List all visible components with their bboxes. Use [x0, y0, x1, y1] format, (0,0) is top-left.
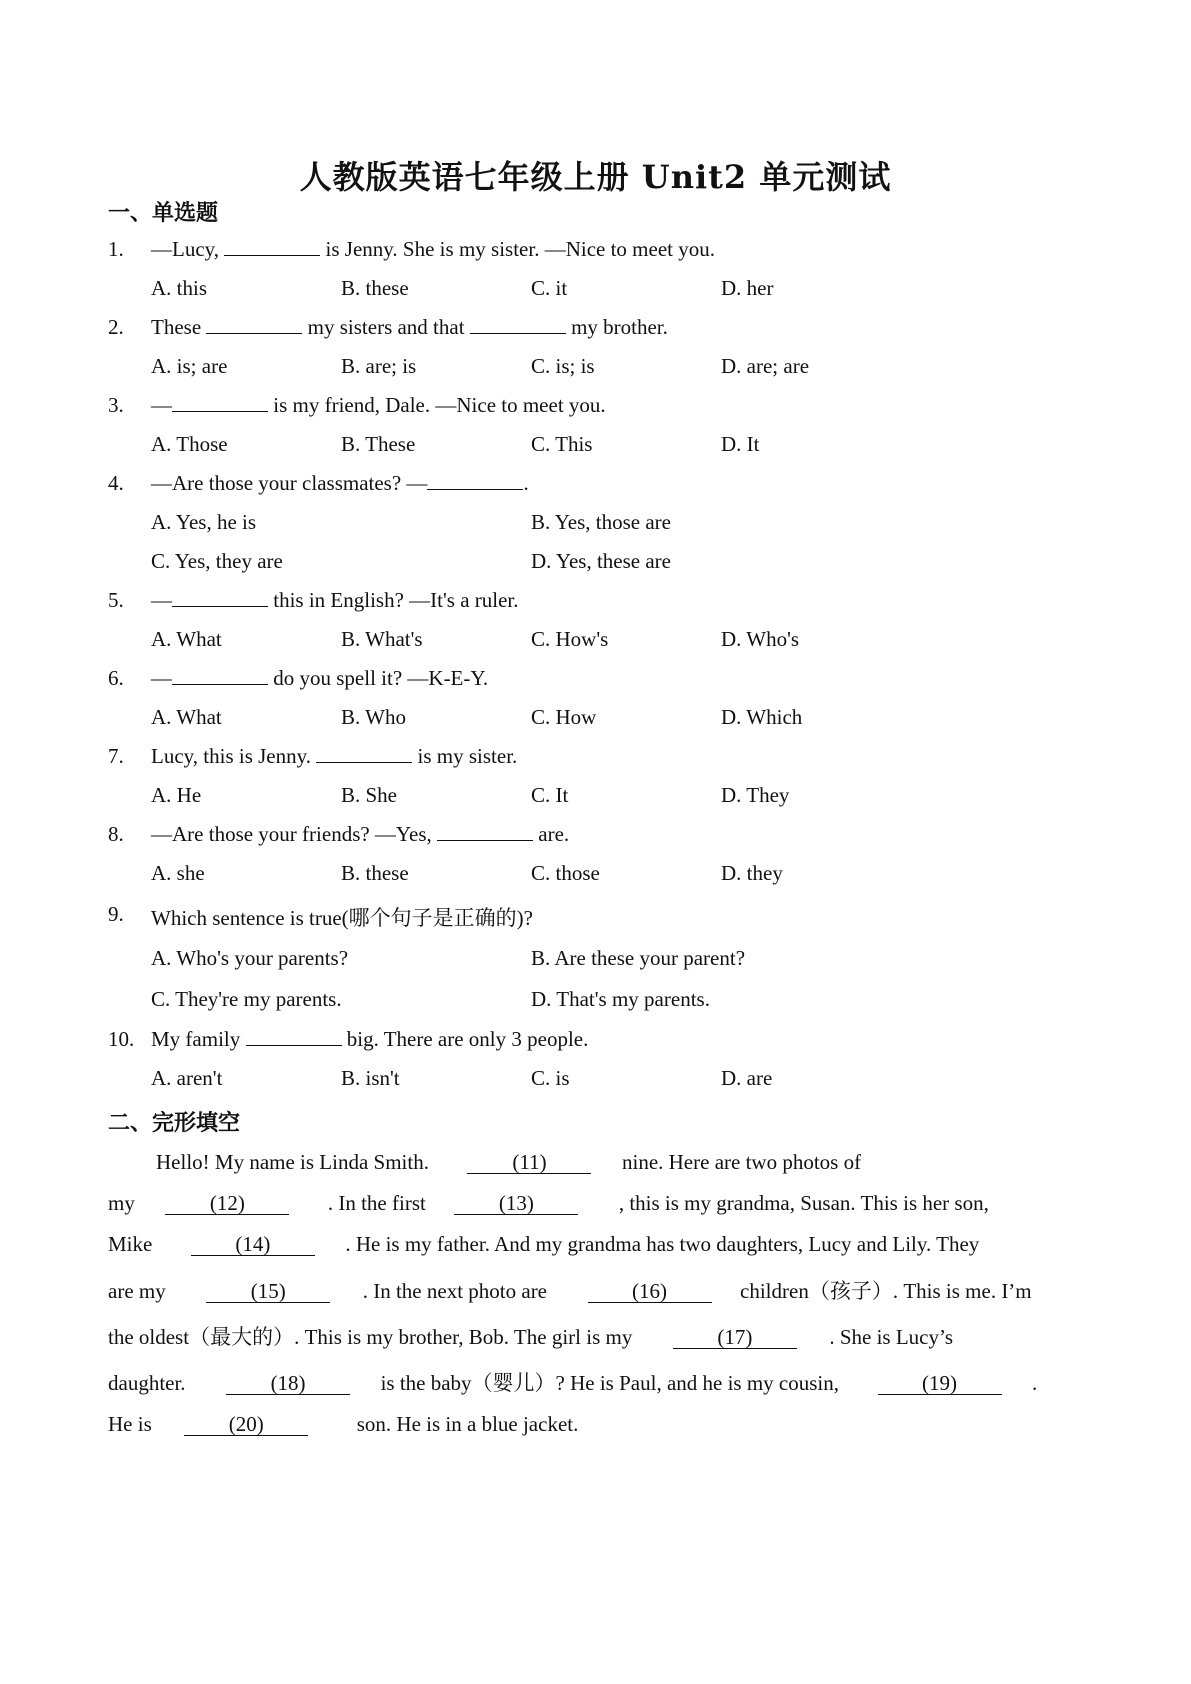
option-b: B. She	[341, 783, 398, 807]
option-c: C. is; is	[531, 354, 595, 378]
question-stem: Lucy, this is Jenny. is my sister.	[151, 744, 518, 768]
answer-blank	[316, 744, 412, 763]
option-a: A. this	[151, 276, 208, 300]
option-b: B. isn't	[341, 1066, 400, 1090]
answer-blank	[470, 315, 566, 334]
question-number: 3.	[108, 393, 124, 417]
option-d: D. are; are	[721, 354, 810, 378]
question-number: 10.	[108, 1027, 135, 1051]
question-number: 1.	[108, 237, 124, 261]
cloze-gap-17: (17)	[673, 1326, 797, 1349]
option-d: D. That's my parents.	[531, 987, 710, 1011]
option-b: B. What's	[341, 627, 423, 651]
option-d: D. are	[721, 1066, 773, 1090]
cloze-line-4: are my (15) . In the next photo are (16) children（孩子）. This is me. I’m	[108, 1279, 1032, 1303]
question-number: 9.	[108, 902, 124, 926]
option-c: C. They're my parents.	[151, 987, 342, 1011]
option-b: B. are; is	[341, 354, 417, 378]
question-number: 5.	[108, 588, 124, 612]
cloze-line-2: my (12) . In the first (13) , this is my grandma, Susan. This is her son,	[108, 1191, 989, 1215]
option-a: A. Who's your parents?	[151, 946, 349, 970]
option-b: B. these	[341, 861, 409, 885]
question-number: 4.	[108, 471, 124, 495]
cloze-gap-12: (12)	[165, 1192, 289, 1215]
option-b: B. These	[341, 432, 416, 456]
option-c: C. How	[531, 705, 597, 729]
question-stem: These my sisters and that my brother.	[151, 315, 668, 339]
cloze-gap-20: (20)	[184, 1413, 308, 1436]
option-b: B. Yes, those are	[531, 510, 671, 534]
cloze-line-3: Mike (14) . He is my father. And my grandma has two daughters, Lucy and Lily. They	[108, 1232, 980, 1256]
cloze-line-6: daughter. (18) is the baby（婴儿）? He is Paul, and he is my cousin, (19) .	[108, 1371, 1038, 1395]
cloze-line-5: the oldest（最大的）. This is my brother, Bob. The girl is my (17) . She is Lucy’s	[108, 1325, 953, 1349]
option-d: D. Who's	[721, 627, 800, 651]
option-a: A. she	[151, 861, 205, 885]
question-number: 7.	[108, 744, 124, 768]
question-stem: — is my friend, Dale. —Nice to meet you.	[151, 393, 606, 417]
question-number: 8.	[108, 822, 124, 846]
cloze-line-7: He is (20) son. He is in a blue jacket.	[108, 1412, 579, 1436]
section-heading-cloze: 二、完形填空	[108, 1111, 241, 1136]
cloze-line-1: Hello! My name is Linda Smith. (11) nine. Here are two photos of	[156, 1150, 862, 1174]
option-c: C. it	[531, 276, 568, 300]
option-c: C. Yes, they are	[151, 549, 283, 573]
option-c: C. It	[531, 783, 569, 807]
option-b: B. Are these your parent?	[531, 946, 746, 970]
cloze-gap-16: (16)	[588, 1280, 712, 1303]
option-a: A. Yes, he is	[151, 510, 257, 534]
answer-blank	[172, 666, 268, 685]
answer-blank	[224, 237, 320, 256]
question-stem: — do you spell it? —K-E-Y.	[151, 666, 489, 690]
cloze-gap-19: (19)	[878, 1372, 1002, 1395]
option-a: A. What	[151, 705, 222, 729]
option-d: D. It	[721, 432, 760, 456]
answer-blank	[172, 393, 268, 412]
question-stem: My family big. There are only 3 people.	[151, 1027, 589, 1051]
option-c: C. This	[531, 432, 593, 456]
cloze-gap-15: (15)	[206, 1280, 330, 1303]
option-c: C. is	[531, 1066, 570, 1090]
cloze-gap-14: (14)	[191, 1233, 315, 1256]
option-b: B. these	[341, 276, 409, 300]
question-stem: Which sentence is true(哪个句子是正确的)?	[151, 906, 533, 930]
question-stem: —Are those your friends? —Yes, are.	[151, 822, 570, 846]
option-d: D. they	[721, 861, 783, 885]
answer-blank	[427, 471, 523, 490]
answer-blank	[172, 588, 268, 607]
option-d: D. her	[721, 276, 774, 300]
answer-blank	[246, 1027, 342, 1046]
option-a: A. What	[151, 627, 222, 651]
option-d: D. They	[721, 783, 790, 807]
option-a: A. He	[151, 783, 202, 807]
cloze-gap-18: (18)	[226, 1372, 350, 1395]
option-b: B. Who	[341, 705, 406, 729]
answer-blank	[437, 822, 533, 841]
option-a: A. aren't	[151, 1066, 223, 1090]
cloze-gap-13: (13)	[454, 1192, 578, 1215]
question-stem: —Are those your classmates? — .	[151, 471, 529, 495]
question-stem: —Lucy, is Jenny. She is my sister. —Nice to meet you.	[151, 237, 715, 261]
option-d: D. Which	[721, 705, 803, 729]
option-d: D. Yes, these are	[531, 549, 671, 573]
option-c: C. How's	[531, 627, 609, 651]
option-a: A. is; are	[151, 354, 228, 378]
option-c: C. those	[531, 861, 600, 885]
question-number: 2.	[108, 315, 124, 339]
section-heading-single-choice: 一、单选题	[108, 201, 219, 226]
page-title: 人教版英语七年级上册 Unit2 单元测试	[299, 158, 892, 196]
answer-blank	[206, 315, 302, 334]
cloze-gap-11: (11)	[467, 1151, 591, 1174]
question-number: 6.	[108, 666, 124, 690]
option-a: A. Those	[151, 432, 228, 456]
question-stem: — this in English? —It's a ruler.	[151, 588, 519, 612]
